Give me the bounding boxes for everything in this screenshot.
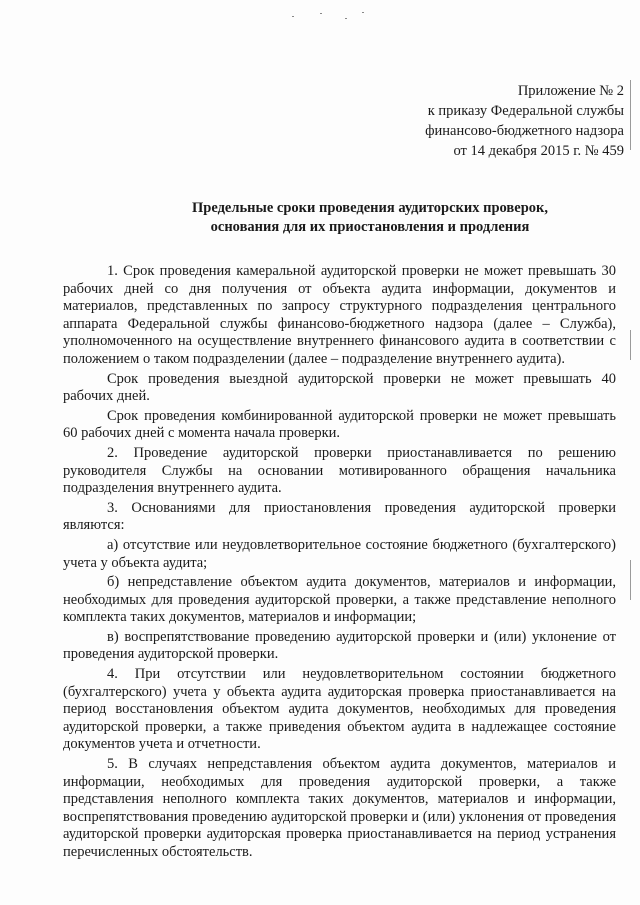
paragraph-4: 2. Проведение аудиторской проверки приостанавливается по решению руководителя Службы на основании мотивированного обращения начальника подразделения внутреннего аудита. (63, 444, 616, 497)
paragraph-3: Срок проведения комбинированной аудиторской проверки не может превышать 60 рабочих дней с момента начала проверки. (63, 407, 616, 442)
scan-edge-line (630, 560, 631, 600)
paragraph-2: Срок проведения выездной аудиторской проверки не может превышать 40 рабочих дней. (63, 370, 616, 405)
appendix-order-reference: к приказу Федеральной службы (427, 103, 624, 119)
appendix-number: Приложение № 2 (517, 83, 624, 99)
paragraph-9: 4. При отсутствии или неудовлетворительном состоянии бюджетного (бухгалтерского) учета у объекта аудита аудиторская проверка приостанавливается на период восстановления объектом аудита документов, необходимых для проведения аудиторской проверки, а также приведения объектом аудита в надлежащее состояние документов учета и отчетности. (63, 666, 616, 753)
scan-edge-line (630, 330, 631, 360)
document-body (63, 263, 616, 864)
paragraph-7: б) непредставление объектом аудита документов, материалов и информации, необходимых для проведения аудиторской проверки, а также представление неполного комплекта таких документов, материалов и информации; (63, 574, 616, 626)
appendix-date: от 14 декабря 2015 г. № 459 (453, 143, 624, 159)
title-line-2: основания для их приостановления и продления (210, 219, 530, 235)
scan-specks (290, 10, 370, 22)
paragraph-8: в) воспрепятствование проведению аудиторской проверки и (или) уклонение от проведения аудиторской проверки. (63, 628, 616, 663)
paragraph-5: 3. Основаниями для приостановления проведения аудиторской проверки являются: (63, 499, 616, 534)
title-line-1: Предельные сроки проведения аудиторских проверок, (192, 200, 548, 216)
paragraph-10: 5. В случаях непредставления объектом аудита документов, материалов и информации, необходимых для проведения аудиторской проверки, а также представления неполного комплекта таких документов, материалов и информации, воспрепятствования проведению аудиторской проверки и (или) уклонения от проведения аудиторской проверки аудиторская проверка приостанавливается на период устранения перечисленных обстоятельств. (63, 756, 616, 860)
appendix-agency: финансово-бюджетного надзора (425, 123, 624, 139)
scan-edge-line (630, 80, 631, 150)
paragraph-1: 1. Срок проведения камеральной аудиторской проверки не может превышать 30 рабочих дней со дня получения от объекта аудита информации, документов и материалов, представленных по запросу структурного подразделения центрального аппарата Федеральной службы финансово-бюджетного надзора (далее – Служба), уполномоченного на осуществление внутреннего финансового аудита в соответствии с положением о таком подразделении (далее – подразделение внутреннего аудита). (63, 263, 616, 367)
paragraph-6: а) отсутствие или неудовлетворительное состояние бюджетного (бухгалтерского) учета у объекта аудита; (63, 536, 616, 571)
appendix-reference (304, 81, 624, 161)
document-title (0, 199, 640, 237)
